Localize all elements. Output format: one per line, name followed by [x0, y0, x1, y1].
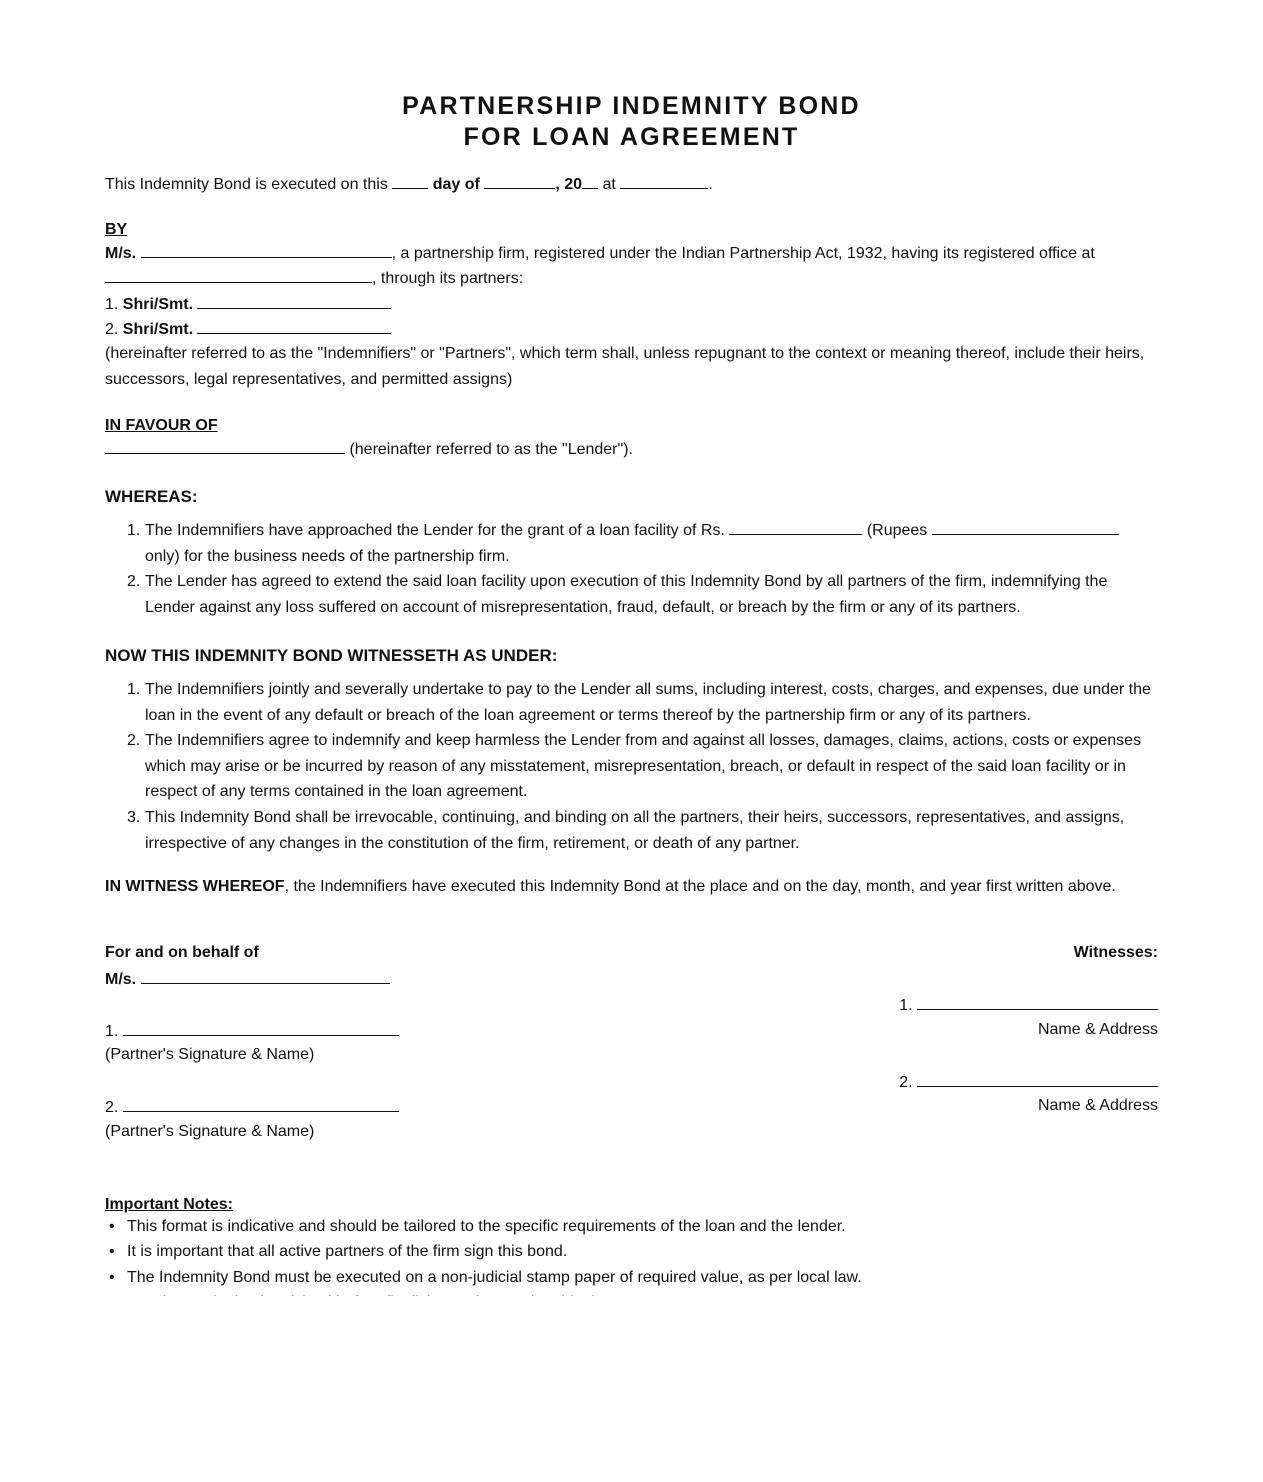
partner-line-1: 1. Shri/Smt.: [105, 293, 391, 315]
office-line: , through its partners:: [105, 267, 523, 289]
day-blank: [392, 173, 428, 189]
witness-1-line: 1.: [899, 994, 1158, 1016]
bullet-icon: •: [109, 1218, 115, 1235]
partner-2-blank: [197, 318, 391, 334]
whereas-item-1: 1. The Indemnifiers have approached the Lender for the grant of a loan facility of Rs. (Rupees only) for the business needs of the partnership firm.: [127, 518, 1157, 569]
partner-signature-2: 2.: [105, 1096, 399, 1118]
amount-blank: [729, 519, 862, 535]
favour-heading: IN FAVOUR OF: [105, 417, 218, 434]
witness-2-line: 2.: [899, 1071, 1158, 1093]
hereinafter-line-2: successors, legal representatives, and permitted assigns): [105, 371, 513, 388]
place-blank: [620, 173, 708, 189]
partner-signature-1-caption: (Partner's Signature & Name): [105, 1046, 315, 1063]
partner-signature-2-caption: (Partner's Signature & Name): [105, 1123, 315, 1140]
behalf-label: For and on behalf of: [105, 944, 259, 961]
page-clip-area: [0, 1296, 1263, 1482]
year-blank: [582, 173, 598, 189]
witness-1-caption: Name & Address: [1037, 1021, 1158, 1038]
witnesseth-item-2: 2. The Indemnifiers agree to indemnify and keep harmless the Lender from and against all losses, damages, claims, actions, costs or expenses which may arise or be incurred by reason of any misstatement, misrepresentation, breach, or default in respect of the said loan facility or in respect of any terms contained in the loan agreement.: [127, 732, 1142, 801]
partner-1-blank: [197, 293, 391, 309]
hereinafter-line-1: (hereinafter referred to as the "Indemnifiers" or "Partners", which term shall, unless repugnant to the context or meaning thereof, include their heirs,: [105, 345, 1145, 362]
firm-line: M/s. , a partnership firm, registered under the Indian Partnership Act, 1932, having its registered office at: [105, 242, 1095, 264]
witness-2-caption: Name & Address: [1037, 1097, 1158, 1114]
whereas-heading: WHEREAS:: [105, 487, 198, 506]
behalf-firm-line: M/s.: [105, 968, 390, 990]
in-witness-line: IN WITNESS WHEREOF, the Indemnifiers have executed this Indemnity Bond at the place and on the day, month, and year first written above.: [105, 878, 1116, 895]
partner-signature-2-blank: [123, 1096, 399, 1112]
title-line-2: FOR LOAN AGREEMENT: [463, 123, 800, 151]
witnesseth-item-3: 3. This Indemnity Bond shall be irrevocable, continuing, and binding on all the partners, their heirs, successors, representatives, and assigns, irrespective of any changes in the constitution of the firm, retirement, or death of any partner.: [127, 809, 1125, 852]
bullet-icon: •: [109, 1243, 115, 1260]
intro-line: This Indemnity Bond is executed on this day of , 20 at .: [105, 173, 713, 195]
behalf-firm-blank: [141, 968, 390, 984]
witnesseth-heading: NOW THIS INDEMNITY BOND WITNESSETH AS UNDER:: [105, 646, 558, 665]
witnesseth-item-1: 1. The Indemnifiers jointly and severally undertake to pay to the Lender all sums, including interest, costs, charges, and expenses, due under the loan in the event of any default or breach of the loan agreement or terms thereof by the partnership firm or any of its partners.: [127, 681, 1151, 724]
witnesses-heading: Witnesses:: [1073, 944, 1158, 961]
title-line-1: PARTNERSHIP INDEMNITY BOND: [402, 92, 861, 120]
lender-line: (hereinafter referred to as the "Lender").: [105, 438, 633, 460]
document-title: [0, 91, 1263, 153]
firm-name-blank: [141, 242, 392, 258]
month-blank: [484, 173, 555, 189]
document-page: PARTNERSHIP INDEMNITY BOND FOR LOAN AGREEMENT This Indemnity Bond is executed on this day of , 20 at . BY M/s. , a partnership firm, registered under the Indian Partnership Act, 1932, having its registered office at , through its partners: 1. Shri/Smt. 2. Shri/Smt. (hereinafter referred to as the "Indemnifiers" or "Partners", which term shall, unless repugnant to the context or meaning thereof, include their heirs, successors, legal representatives, and permitted assigns) IN FAVOUR OF (hereinafter referred to as the "Lender"). WHEREAS: 1. The Indemnifiers have approached the Lender for the grant of a loan facility of Rs. (Rupees only) for the business needs of the partnership firm. 2. The Lender has agreed to extend the said loan facility upon execution of this Indemnity Bond by all partners of the firm, indemnifying the Lender against any loss suffered on account of misrepresentation, fraud, default, or breach by the firm or any of its partners. NOW THIS INDEMNITY BOND WITNESSETH AS UNDER: 1. The Indemnifiers jointly and severally undertake to pay to the Lender all sums, including interest, costs, charges, and expenses, due under the loan in the event of any default or breach of the loan agreement or terms thereof by the partnership firm or any of its partners. 2. The Indemnifiers agree to indemnify and keep harmless the Lender from and against all losses, damages, claims, actions, costs or expenses which may arise or be incurred by reason of any misstatement, misrepresentation, breach, or default in respect of the said loan facility or in respect of any terms contained in the loan agreement. 3. This Indemnity Bond shall be irrevocable, continuing, and binding on all the partners, their heirs, successors, representatives, and assigns, irrespective of any changes in the constitution of the firm, retirement, or death of any partner. IN WITNESS WHEREOF, the Indemnifiers have executed this Indemnity Bond at the place and on the day, month, and year first written above. For and on behalf of M/s. 1. (Partner's Signature & Name) 2. (Partner's Signature & Name) Witnesses: 1. Name & Address 2. Name & Address Important Notes: • This format is indicative and should be tailored to the specific requirements of the loan and the lender. • It is important that all active partners of the firm sign this bond. • The Indemnity Bond must be executed on a non-judicial stamp paper of required value, as per local law.: [0, 0, 1263, 1482]
partner-signature-1: 1.: [105, 1020, 399, 1042]
whereas-item-2: 2. The Lender has agreed to extend the said loan facility upon execution of this Indemnity Bond by all partners of the firm, indemnifying the Lender against any loss suffered on account of misrepresentation, fraud, default, or breach by the firm or any of its partners.: [127, 573, 1108, 616]
partner-signature-1-blank: [123, 1020, 399, 1036]
by-heading: BY: [105, 221, 128, 238]
amount-words-blank: [932, 519, 1119, 535]
bullet-icon: •: [109, 1269, 115, 1286]
office-blank: [105, 267, 372, 283]
witness-1-blank: [917, 994, 1158, 1010]
lender-blank: [105, 438, 345, 454]
witness-2-blank: [917, 1071, 1158, 1087]
notes-heading: Important Notes:: [105, 1196, 233, 1213]
partner-line-2: 2. Shri/Smt.: [105, 318, 391, 340]
